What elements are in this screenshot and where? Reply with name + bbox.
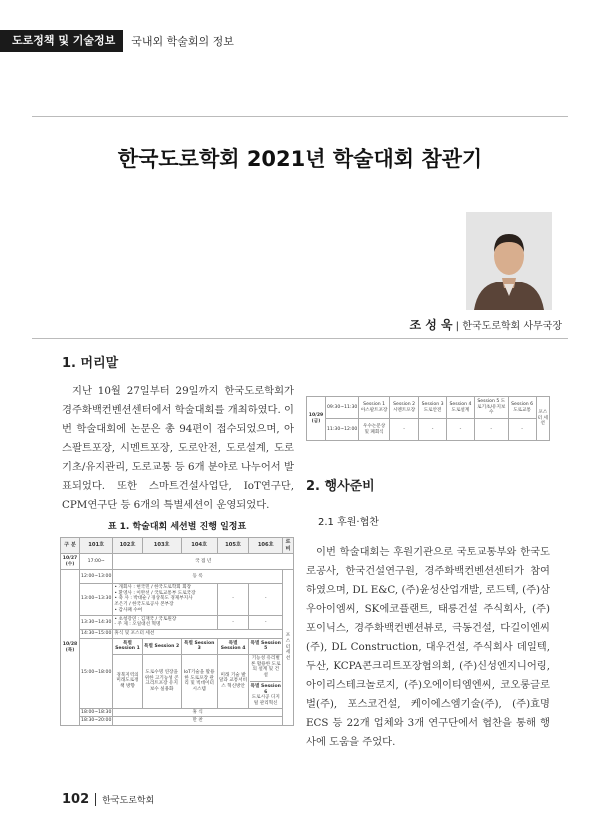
session-desc: 미래 기술 발달과 교통서비스 혁신방안: [217, 654, 249, 708]
session-desc: IoT기술을 활용한 도로포장 관리 및 빅데이터 시스템: [181, 654, 217, 708]
table-header-cell: 104호: [181, 538, 217, 554]
article-title: 한국도로학회 2021년 학술대회 참관기: [117, 147, 483, 171]
table-row: [61, 584, 294, 616]
table-cell: -: [217, 615, 249, 629]
table-header-cell: 구 분: [61, 538, 80, 554]
table-header-cell: 106호: [249, 538, 283, 554]
session-desc: [249, 654, 283, 708]
table-row: [61, 708, 294, 717]
table-cell: -: [447, 419, 475, 441]
list-item: • 초청강연 : 김재국 / 국토원장: [114, 616, 177, 622]
session-name: Session 4 도로설계: [447, 397, 475, 419]
table-row: [61, 638, 294, 654]
keynote-cell: [113, 615, 217, 629]
author-name: 조 성 욱: [409, 318, 453, 332]
list-item: - 주 제 : 오일대선 혁명: [114, 622, 161, 628]
session-desc: 도로수명 연장을 위한 고기능성 콘크리트포장 유지보수 실용화: [142, 654, 181, 708]
poster-cell: 포스터 세션: [536, 397, 549, 441]
list-item: • 환영사 : 이완선 / 국토교통부 도로국장: [114, 590, 196, 596]
time-cell: 13:00~13:30: [80, 584, 113, 616]
page-footer: [62, 792, 154, 807]
session-name: Session 2 시멘트포장: [389, 397, 418, 419]
time-cell: 15:00~18:00: [80, 638, 113, 708]
author-photo: [466, 212, 552, 310]
section-heading-prep: 2. 행사준비: [306, 479, 375, 494]
table-cell: 우수논문상 및 폐회식: [359, 419, 390, 441]
table-row: [61, 630, 294, 639]
time-cell: 18:30~20:00: [80, 717, 113, 726]
table-row: [307, 419, 550, 441]
divider: [32, 116, 568, 117]
date-cell: 10/29 (금): [307, 397, 326, 441]
section-label: 도로정책 및 기술정보: [0, 30, 123, 52]
table-cell: 만 찬: [113, 717, 283, 726]
table-header-cell: 102호: [113, 538, 142, 554]
table-header-row: [61, 538, 294, 554]
time-cell: 12:00~13:00: [80, 570, 113, 584]
table-row: [61, 717, 294, 726]
poster-cell: 포스터 세션: [283, 570, 294, 726]
schedule-table-continued: [306, 396, 550, 441]
session-name: 특별 Session 5: [249, 638, 283, 654]
session-name: Session 1 아스팔트포장: [359, 397, 390, 419]
table-header-cell: 101호: [80, 538, 113, 554]
table-cell: -: [249, 615, 283, 629]
separator: |: [455, 321, 463, 332]
table-header-cell: 로비: [283, 538, 294, 554]
time-cell: 11:30~12:00: [326, 419, 359, 441]
date-cell: 10/28 (목): [61, 570, 80, 726]
table-cell: -: [389, 419, 418, 441]
session-desc: 경북지역의 미래도로정책 방향: [113, 654, 142, 708]
subsection-heading: 2.1 후원·협찬: [318, 517, 379, 528]
ceremony-cell: [113, 584, 217, 616]
schedule-table: [60, 537, 294, 726]
table-header-cell: 105호: [217, 538, 249, 554]
table-caption: 표 1. 학술대회 세션별 진행 일정표: [107, 522, 247, 532]
list-item: • 개회사 : 현국민 / 한국도로학회 회장: [114, 585, 192, 590]
intro-paragraph: 지난 10월 27일부터 29일까지 한국도로학회가 경주화백컨벤션센터에서 학술대회를 개최하였다. 이번 학술대회에 논문은 총 94편이 접수되었으며, 아스팔트포장, 시멘트포장, 도로안전, 도로설계, 도로기초/유지관리, 도로교통 등 6개 분야로 나누어서 발표되었다. 또한 스마트건설사업단, IoT연구단, CPM연구단 등 6개의 특별세션이 운영되었다.: [62, 385, 294, 511]
journal-name: 한국도로학회: [102, 796, 155, 806]
session-desc-text: 도로시공 디지털 관리혁신: [251, 695, 280, 707]
table-cell: 휴 식: [113, 708, 283, 717]
table-header-cell: 103호: [142, 538, 181, 554]
table-row: [307, 397, 550, 419]
sponsor-paragraph: 이번 학술대회는 후원기관으로 국토교통부와 한국도로공사, 한국건설연구원, 경주화백컨벤션센터가 참여하였으며, DL E&C, (주)윤성산업개발, 로드텍, (주)삼우아이엠씨, SK에코플랜트, 태릉건설 주식회사, (주)포이닉스, 경주화백컨벤션뷰로, 극동건설, 다길이엔씨(주), DL Construction, 대우건설, 주식회사 데일텍, 두산, KCPA콘크리트포장협의회, (주)신성엔지니어링, 아이리스테크놀로지, (주)오에이티엠엔씨, 코오롱글로벌(주), 포스코건설, 케이에스엠기술(주), (주)효명ECS 등 22개 업체와 3개 연구단에서 협찬을 통해 행사에 도움을 주었다.: [306, 546, 550, 748]
session-desc-text: 기능성 유리벌론 활용한 도로의 설계 및 건설: [250, 655, 281, 679]
table-cell: 국 접 년: [113, 554, 294, 570]
divider: [32, 338, 568, 339]
section-header: [0, 30, 234, 52]
page-number: 102: [62, 792, 90, 807]
session-name: 특별 Session 4: [217, 638, 249, 654]
author-byline: [410, 316, 562, 333]
table-row: [61, 570, 294, 584]
session-name: Session 5 도로기초/유지보수: [474, 397, 508, 419]
session-name: Session 3 도로안전: [419, 397, 447, 419]
subsection-label: 국내외 학술회의 정보: [131, 35, 234, 48]
table-row: [61, 554, 294, 570]
author-affiliation: 한국도로학회 사무국장: [462, 321, 562, 332]
list-item: • 감사패 수여: [114, 607, 143, 613]
table-cell: 등 록: [113, 570, 283, 584]
list-item: 조은기 / 한국도로공사 본부장: [114, 602, 174, 608]
session-name: Session 6 도로교통: [508, 397, 536, 419]
session-name: 특별 Session 6: [250, 681, 281, 695]
session-name: 특별 Session 2: [142, 638, 181, 654]
portrait-image: [466, 212, 552, 310]
section-heading-intro: 1. 머리말: [62, 356, 119, 371]
table-cell: 휴식 및 포스터 세션: [113, 630, 283, 639]
table-cell: -: [508, 419, 536, 441]
time-cell: 13:30~14:30: [80, 615, 113, 629]
footer-divider: [95, 793, 96, 806]
list-item: • 축 사 : 박대순 / 경상북도 경제부지사: [114, 596, 193, 602]
time-cell: 09:30~11:30: [326, 397, 359, 419]
time-cell: 14:30~15:00: [80, 630, 113, 639]
time-cell: 18:00~18:30: [80, 708, 113, 717]
table-cell: -: [419, 419, 447, 441]
session-name: 특별 Session 1: [113, 638, 142, 654]
table-cell: -: [217, 584, 249, 616]
session-name: 특별 Session 3: [181, 638, 217, 654]
table-row: [61, 615, 294, 629]
table-cell: -: [249, 584, 283, 616]
table-cell: -: [474, 419, 508, 441]
date-cell: 10/27 (수): [61, 554, 80, 570]
time-cell: 17:00~: [80, 554, 113, 570]
